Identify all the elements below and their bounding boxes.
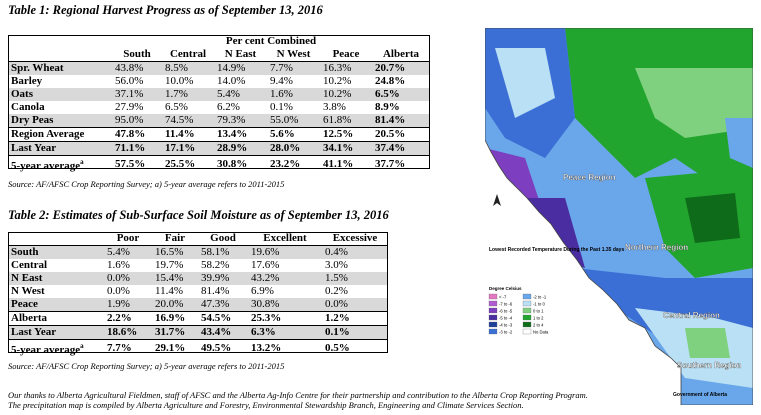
legend-title: Lowest Recorded Temperature During the Past 1.35 days — [489, 247, 625, 253]
table-cell: 6.9% — [251, 285, 274, 297]
legend-swatch — [489, 315, 497, 320]
table-cell: 47.8% — [112, 128, 162, 142]
table-cell: 1.7% — [165, 88, 188, 100]
column-header: Alberta — [382, 48, 420, 60]
table-cell: 55.0% — [270, 114, 299, 126]
table-row — [8, 114, 430, 128]
table-row — [8, 101, 430, 114]
column-header: Fair — [164, 232, 186, 244]
table-cell: 61.8% — [323, 114, 352, 126]
row-label — [8, 156, 112, 173]
row-label — [8, 312, 104, 326]
table-column-header-row — [8, 48, 430, 62]
legend-swatch — [489, 322, 497, 327]
table-cell: 15.4% — [155, 272, 184, 284]
table-cell: 14.0% — [217, 75, 246, 87]
table-cell: 58.1% — [198, 246, 248, 260]
table-cell: 0.0% — [107, 272, 130, 284]
row-label-text: N East — [11, 272, 43, 284]
row-label — [8, 75, 112, 88]
table-cell: 58.2% — [201, 259, 230, 271]
header-empty-cell — [8, 232, 104, 246]
legend-heading: Degree Celsius — [489, 286, 522, 291]
table-row — [8, 312, 388, 326]
table-row — [8, 340, 388, 357]
table-cell: 25.5% — [162, 156, 214, 173]
table-cell: 0.1% — [270, 101, 293, 113]
table-cell: 19.7% — [155, 259, 184, 271]
column-header: Good — [210, 232, 236, 244]
legend-label: -5 to -4 — [499, 315, 513, 321]
table-cell: 1.9% — [107, 298, 130, 310]
table-cell: 10.2% — [323, 75, 352, 87]
row-label-text: Peace — [11, 298, 38, 310]
row-label-text: Barley — [11, 75, 43, 87]
legend-label: -1 to 0 — [533, 301, 545, 307]
row-label-text: South — [11, 246, 39, 258]
table-cell: 25.3% — [248, 312, 322, 326]
table-cell: 37.4% — [372, 142, 430, 156]
table-cell: 12.5% — [320, 128, 372, 142]
row-label-text: N West — [11, 285, 45, 297]
table-cell: 8.5% — [162, 62, 214, 76]
table-header-row — [8, 35, 430, 48]
table-cell: 2.2% — [104, 312, 152, 326]
table-cell: 43.4% — [198, 326, 248, 340]
table-cell: 79.3% — [217, 114, 246, 126]
footnote-marker: a — [80, 342, 84, 350]
legend-swatch — [523, 315, 531, 320]
table-cell: 47.3% — [201, 298, 230, 310]
table-cell: 6.5% — [375, 88, 400, 100]
table2-source-note: Source: AF/AFSC Crop Reporting Survey; a) 5-year average refers to 2011-2015 — [8, 361, 285, 371]
legend-label: -4 to -3 — [499, 322, 513, 328]
table-row — [8, 272, 388, 285]
table-cell: 5.6% — [267, 128, 320, 142]
row-label-text: Central — [11, 259, 48, 271]
legend-label: < -7 — [499, 294, 507, 300]
table-cell: 0.0% — [107, 285, 130, 297]
table-row — [8, 259, 388, 272]
row-label — [8, 114, 112, 128]
table-cell: 13.4% — [214, 128, 267, 142]
legend-label: -3 to -2 — [499, 329, 513, 335]
table-cell: 20.0% — [155, 298, 184, 310]
legend-swatch — [523, 322, 531, 327]
table-cell: 56.0% — [115, 75, 144, 87]
table-cell: 0.5% — [322, 340, 388, 357]
table-cell: 39.9% — [201, 272, 230, 284]
footer-map-credit: The precipitation map is compiled by Alberta Agriculture and Forestry, Environmental Stewardship Branch, Engineering and Climate Services Section. — [8, 400, 524, 410]
table-cell: 0.1% — [322, 326, 388, 340]
table-cell: 6.2% — [217, 101, 240, 113]
table-cell: 43.8% — [112, 62, 162, 76]
legend-label: -7 to -6 — [499, 301, 513, 307]
table-cell: 27.9% — [115, 101, 144, 113]
north-arrow-icon — [493, 194, 501, 206]
table-cell: 74.5% — [165, 114, 194, 126]
header-empty-cell — [8, 48, 112, 62]
table-cell: 11.4% — [162, 128, 214, 142]
legend-label: 1 to 2 — [533, 315, 544, 321]
table-cell: 13.2% — [248, 340, 322, 357]
table-cell: 1.5% — [325, 272, 348, 284]
table-cell: 5.4% — [217, 88, 240, 100]
table-cell: 0.4% — [322, 246, 388, 260]
row-label-text: Canola — [11, 101, 45, 113]
table-cell: 54.5% — [198, 312, 248, 326]
legend-swatch — [523, 308, 531, 313]
legend-swatch — [523, 301, 531, 306]
row-label — [8, 246, 104, 260]
table-cell: 31.7% — [152, 326, 198, 340]
column-header: Poor — [116, 232, 140, 244]
table-cell: 30.8% — [214, 156, 267, 173]
legend-label: No Data — [533, 329, 549, 335]
table-cell: 57.5% — [112, 156, 162, 173]
column-header: South — [123, 48, 151, 60]
table-cell: 43.2% — [251, 272, 280, 284]
column-header: Central — [169, 48, 207, 60]
table-row — [8, 88, 430, 101]
row-label-text: 5-year average — [11, 343, 81, 356]
table-cell: 1.6% — [107, 259, 130, 271]
table-cell: 11.4% — [155, 285, 184, 297]
table-row — [8, 156, 430, 173]
legend-label: -2 to -1 — [533, 294, 547, 300]
row-label-text: Last Year — [11, 326, 57, 338]
table-cell: 49.5% — [198, 340, 248, 357]
table-cell: 41.1% — [320, 156, 372, 173]
row-label-text: Oats — [11, 88, 33, 100]
table-row — [8, 142, 430, 156]
table-cell: 16.3% — [320, 62, 372, 76]
region-label-northern: Northern Region — [625, 243, 689, 252]
table-cell: 81.4% — [375, 114, 406, 126]
soil-moisture-table — [8, 232, 388, 357]
region-label-southern: Southern Region — [677, 361, 742, 370]
table-cell: 37.7% — [372, 156, 430, 173]
legend-swatch — [489, 294, 497, 299]
column-header: Peace — [332, 48, 360, 60]
row-label-text: Region Average — [11, 128, 85, 140]
table-cell: 7.7% — [104, 340, 152, 357]
column-header: Excessive — [332, 232, 378, 244]
table-cell: 0.2% — [325, 285, 348, 297]
row-label — [8, 298, 104, 312]
legend-label: 2 to 4 — [533, 322, 544, 328]
table-cell: 24.8% — [375, 75, 406, 87]
table-cell: 3.8% — [323, 101, 346, 113]
table-cell: 8.9% — [375, 101, 400, 113]
table-cell: 20.5% — [372, 128, 430, 142]
table-cell: 28.0% — [267, 142, 320, 156]
row-label — [8, 326, 104, 340]
table-cell: 10.0% — [165, 75, 194, 87]
legend-swatch — [489, 308, 497, 313]
table-cell: 5.4% — [104, 246, 152, 260]
header-empty-cell — [8, 35, 112, 48]
table-cell: 1.6% — [270, 88, 293, 100]
row-label — [8, 142, 112, 156]
temperature-shading — [485, 28, 753, 405]
row-label-text: Dry Peas — [11, 114, 54, 126]
footer-thanks: Our thanks to Alberta Agricultural Fieldmen, staff of AFSC and the Alberta Ag-Info Centre for their partnership and contribution to the Alberta Crop Reporting Program. — [8, 390, 588, 400]
table-row — [8, 246, 388, 260]
table-cell: 34.1% — [320, 142, 372, 156]
legend-swatch — [489, 329, 497, 334]
footnote-marker: a — [80, 158, 84, 166]
table-cell: 16.9% — [152, 312, 198, 326]
column-header: Excellent — [263, 232, 307, 244]
map-credit: Government of Alberta — [673, 392, 727, 398]
region-label-peace: Peace Region — [563, 173, 616, 182]
legend-swatch — [523, 294, 531, 299]
alberta-temperature-map — [485, 28, 753, 405]
table-cell: 20.7% — [372, 62, 430, 76]
row-label — [8, 88, 112, 101]
table1-source-note: Source: AF/AFSC Crop Reporting Survey; a) 5-year average refers to 2011-2015 — [8, 179, 285, 189]
table-row — [8, 326, 388, 340]
table-cell: 28.9% — [214, 142, 267, 156]
table-cell: 10.2% — [323, 88, 352, 100]
table-cell: 7.7% — [267, 62, 320, 76]
legend-swatch — [489, 301, 497, 306]
table-cell: 6.3% — [248, 326, 322, 340]
table-cell: 14.9% — [214, 62, 267, 76]
table-cell: 29.1% — [152, 340, 198, 357]
table-cell: 71.1% — [112, 142, 162, 156]
region-label-central: Central Region — [663, 311, 720, 320]
table-row — [8, 285, 388, 298]
row-label — [8, 272, 104, 285]
table-cell: 16.5% — [152, 246, 198, 260]
column-header: N West — [276, 48, 311, 60]
table1-title: Table 1: Regional Harvest Progress as of September 13, 2016 — [8, 3, 323, 17]
table2-title: Table 2: Estimates of Sub-Surface Soil Moisture as of September 13, 2016 — [8, 208, 389, 222]
table-cell: 9.4% — [270, 75, 293, 87]
row-label-text: Alberta — [11, 312, 48, 324]
legend-label: 0 to 1 — [533, 308, 544, 314]
table-cell: 17.6% — [251, 259, 280, 271]
table-cell: 23.2% — [267, 156, 320, 173]
harvest-progress-table — [8, 35, 430, 173]
table-row — [8, 75, 430, 88]
table-cell: 3.0% — [325, 259, 348, 271]
table-cell: 17.1% — [162, 142, 214, 156]
row-label — [8, 62, 112, 76]
table-cell: 37.1% — [115, 88, 144, 100]
row-label — [8, 259, 104, 272]
column-header: N East — [224, 48, 257, 60]
table-row — [8, 298, 388, 312]
row-label — [8, 340, 104, 357]
table-cell: 19.6% — [248, 246, 322, 260]
table-cell: 6.5% — [165, 101, 188, 113]
table-cell: 81.4% — [201, 285, 230, 297]
table-row — [8, 62, 430, 76]
legend-swatch — [523, 329, 531, 334]
group-header: Per cent Combined — [225, 35, 317, 47]
table-cell: 1.2% — [322, 312, 388, 326]
table-row — [8, 128, 430, 142]
table-cell: 18.6% — [104, 326, 152, 340]
row-label — [8, 128, 112, 142]
row-label — [8, 285, 104, 298]
table-cell: 95.0% — [115, 114, 144, 126]
legend-label: -6 to -5 — [499, 308, 513, 314]
table-cell: 30.8% — [251, 298, 280, 310]
table-column-header-row — [8, 232, 388, 246]
row-label — [8, 101, 112, 114]
row-label-text: Last Year — [11, 142, 57, 154]
row-label-text: Spr. Wheat — [11, 62, 64, 74]
table-cell: 0.0% — [325, 298, 348, 310]
row-label-text: 5-year average — [11, 159, 81, 172]
